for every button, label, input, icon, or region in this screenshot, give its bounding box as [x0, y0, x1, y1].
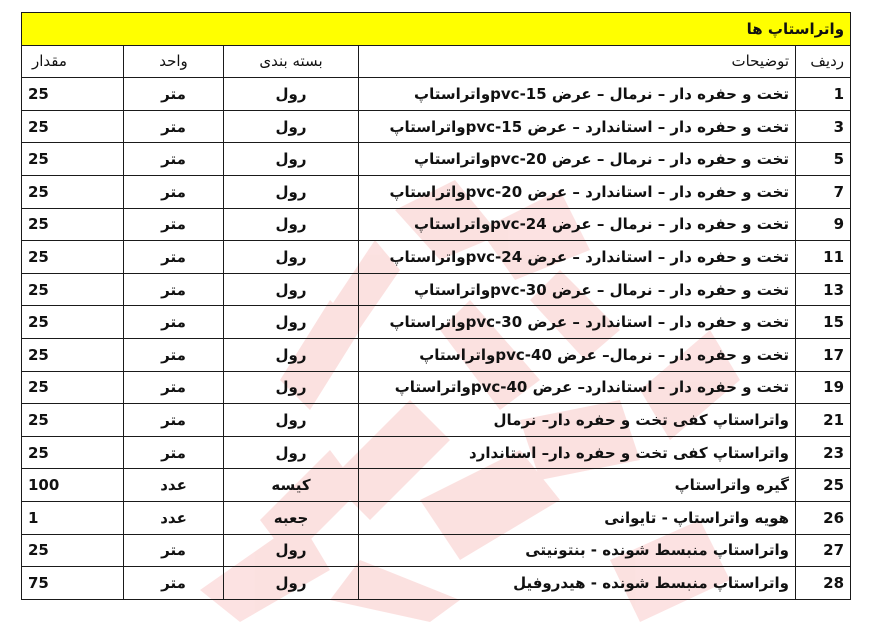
table-row [22, 338, 851, 371]
row-packaging: رول [224, 534, 359, 567]
header-quantity: مقدار [22, 45, 124, 78]
row-unit: متر [124, 78, 224, 111]
row-description: تخت و حفره دار – نرمال– عرض pvc-40واتراستاپ [359, 338, 796, 371]
row-number: 3 [796, 110, 851, 143]
row-unit: متر [124, 175, 224, 208]
row-packaging: رول [224, 241, 359, 274]
row-packaging: رول [224, 273, 359, 306]
row-description: واتراستاپ منبسط شونده - هیدروفیل [359, 567, 796, 600]
row-packaging: رول [224, 436, 359, 469]
row-unit: متر [124, 208, 224, 241]
row-quantity: 25 [22, 404, 124, 437]
row-description: تخت و حفره دار – استاندارد – عرض pvc-30واتراستاپ [359, 306, 796, 339]
row-unit: متر [124, 143, 224, 176]
row-description: تخت و حفره دار – نرمال – عرض pvc-20واتراستاپ [359, 143, 796, 176]
row-description: تخت و حفره دار – استاندارد– عرض pvc-40واتراستاپ [359, 371, 796, 404]
header-unit: واحد [124, 45, 224, 78]
row-unit: عدد [124, 501, 224, 534]
table-row [22, 371, 851, 404]
table-row [22, 175, 851, 208]
row-unit: متر [124, 241, 224, 274]
row-quantity: 25 [22, 110, 124, 143]
table-row [22, 436, 851, 469]
row-number: 13 [796, 273, 851, 306]
row-packaging: رول [224, 404, 359, 437]
row-number: 26 [796, 501, 851, 534]
row-number: 5 [796, 143, 851, 176]
row-packaging: رول [224, 110, 359, 143]
table-row [22, 501, 851, 534]
table-row [22, 241, 851, 274]
header-description: توضیحات [359, 45, 796, 78]
row-quantity: 25 [22, 241, 124, 274]
row-description: تخت و حفره دار – نرمال – عرض pvc-15واتراستاپ [359, 78, 796, 111]
row-description: تخت و حفره دار – نرمال – عرض pvc-24واتراستاپ [359, 208, 796, 241]
row-unit: متر [124, 110, 224, 143]
row-number: 27 [796, 534, 851, 567]
row-description: تخت و حفره دار – نرمال – عرض pvc-30واتراستاپ [359, 273, 796, 306]
row-unit: متر [124, 338, 224, 371]
row-number: 7 [796, 175, 851, 208]
row-number: 28 [796, 567, 851, 600]
row-description: تخت و حفره دار – استاندارد – عرض pvc-24واتراستاپ [359, 241, 796, 274]
row-packaging: رول [224, 208, 359, 241]
row-packaging: رول [224, 143, 359, 176]
row-description: واتراستاپ منبسط شونده - بنتونیتی [359, 534, 796, 567]
row-quantity: 25 [22, 306, 124, 339]
table-row [22, 273, 851, 306]
row-quantity: 1 [22, 501, 124, 534]
row-quantity: 75 [22, 567, 124, 600]
row-quantity: 25 [22, 273, 124, 306]
row-description: هویه واتراستاپ - تایوانی [359, 501, 796, 534]
row-packaging: کیسه [224, 469, 359, 502]
row-number: 9 [796, 208, 851, 241]
row-unit: متر [124, 273, 224, 306]
row-quantity: 25 [22, 208, 124, 241]
row-packaging: رول [224, 567, 359, 600]
row-unit: متر [124, 534, 224, 567]
table-body [22, 78, 851, 600]
table-row [22, 208, 851, 241]
table-title-row [22, 13, 851, 46]
row-quantity: 25 [22, 371, 124, 404]
header-row [22, 45, 851, 78]
row-quantity: 25 [22, 436, 124, 469]
table-row [22, 469, 851, 502]
row-quantity: 25 [22, 78, 124, 111]
row-packaging: رول [224, 306, 359, 339]
row-description: واتراستاپ کفی تخت و حفره دار– نرمال [359, 404, 796, 437]
row-number: 15 [796, 306, 851, 339]
row-quantity: 25 [22, 534, 124, 567]
row-description: تخت و حفره دار – استاندارد – عرض pvc-15واتراستاپ [359, 110, 796, 143]
table-row [22, 306, 851, 339]
row-number: 19 [796, 371, 851, 404]
table-row [22, 534, 851, 567]
row-number: 21 [796, 404, 851, 437]
table-row [22, 110, 851, 143]
row-quantity: 25 [22, 143, 124, 176]
row-number: 23 [796, 436, 851, 469]
row-description: واتراستاپ کفی تخت و حفره دار– استاندارد [359, 436, 796, 469]
table-row [22, 567, 851, 600]
row-description: گیره واتراستاپ [359, 469, 796, 502]
row-packaging: رول [224, 371, 359, 404]
row-unit: متر [124, 567, 224, 600]
row-unit: متر [124, 306, 224, 339]
row-quantity: 25 [22, 175, 124, 208]
row-unit: متر [124, 371, 224, 404]
row-unit: متر [124, 404, 224, 437]
header-packaging: بسته بندی [224, 45, 359, 78]
row-quantity: 100 [22, 469, 124, 502]
row-description: تخت و حفره دار – استاندارد – عرض pvc-20واتراستاپ [359, 175, 796, 208]
table-row [22, 143, 851, 176]
row-packaging: جعبه [224, 501, 359, 534]
row-number: 25 [796, 469, 851, 502]
row-number: 11 [796, 241, 851, 274]
row-quantity: 25 [22, 338, 124, 371]
row-number: 17 [796, 338, 851, 371]
row-packaging: رول [224, 175, 359, 208]
row-packaging: رول [224, 78, 359, 111]
table-row [22, 78, 851, 111]
table-title: واتراستاپ ها [22, 13, 851, 46]
table-row [22, 404, 851, 437]
row-unit: عدد [124, 469, 224, 502]
row-number: 1 [796, 78, 851, 111]
row-unit: متر [124, 436, 224, 469]
header-row-number: ردیف [796, 45, 851, 78]
price-table [21, 12, 851, 600]
row-packaging: رول [224, 338, 359, 371]
